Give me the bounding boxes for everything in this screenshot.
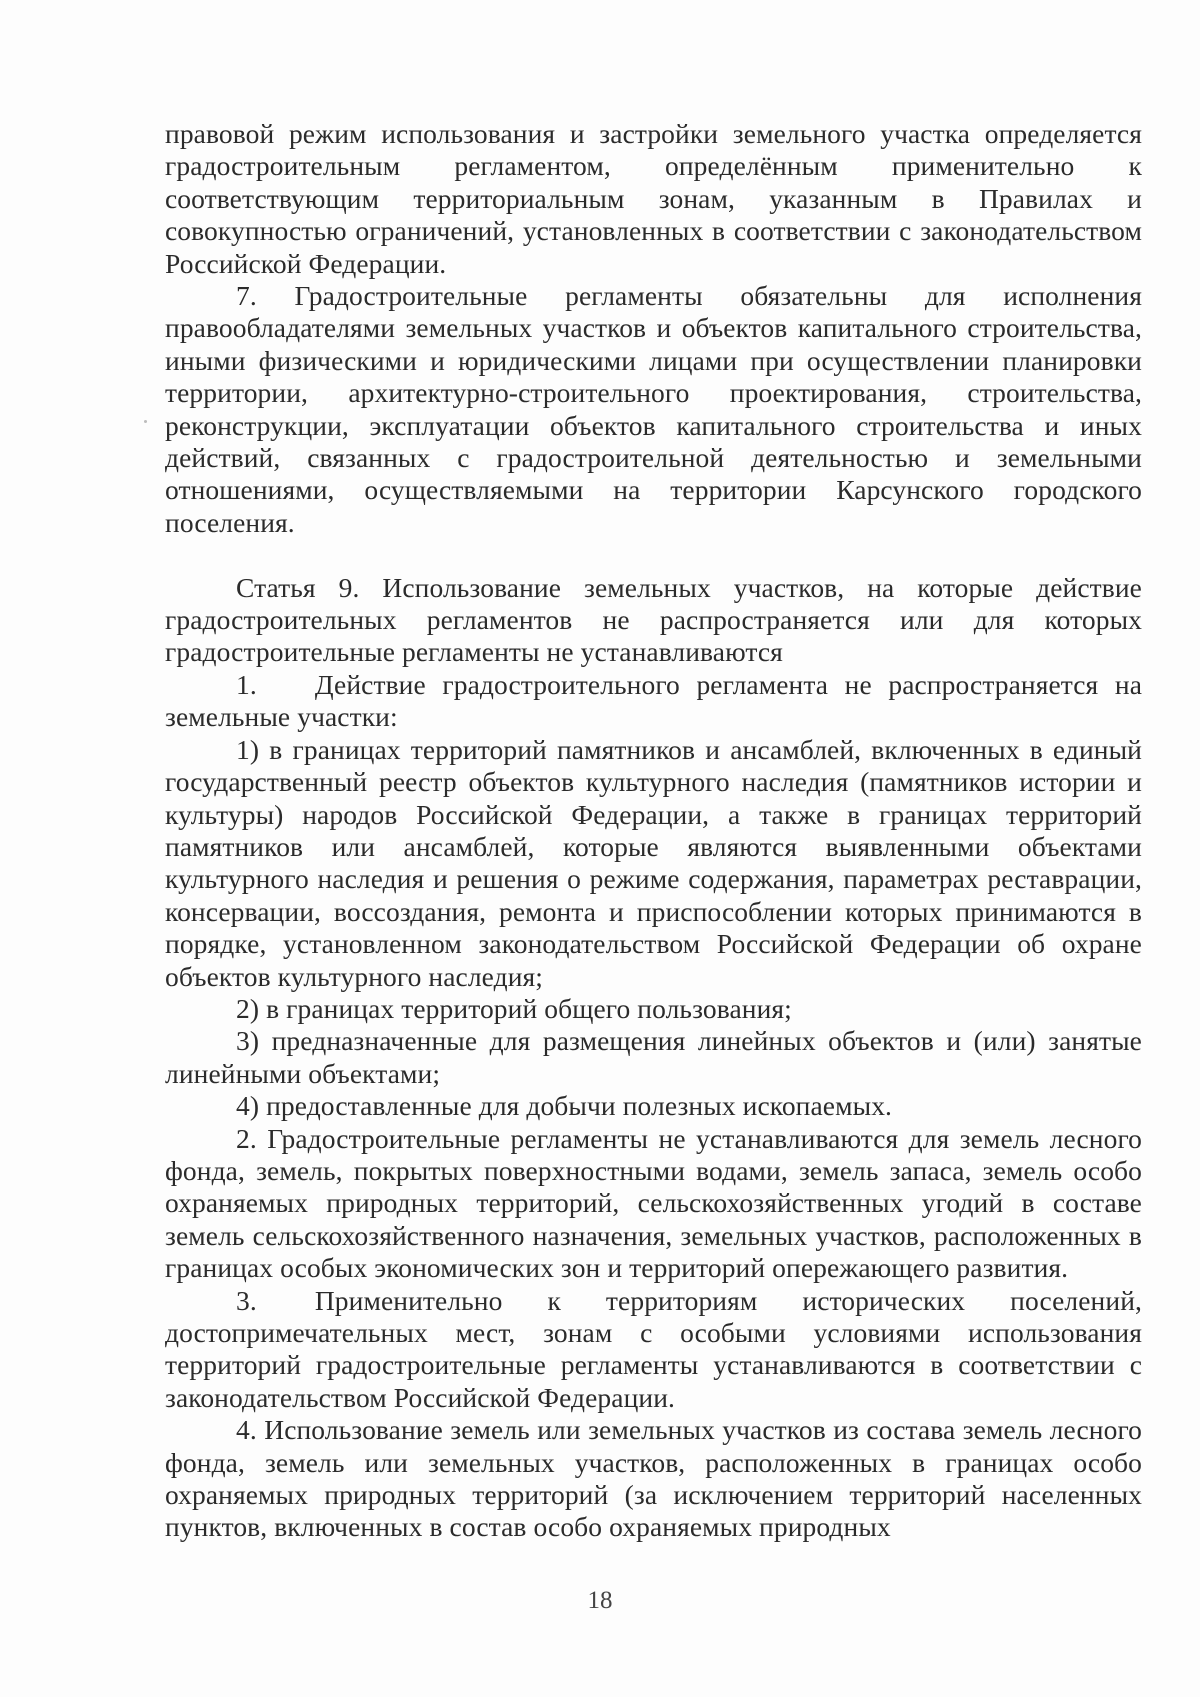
paragraph-continuation: правовой режим использования и застройки земельного участка определяется градостроительным регламентом, определённым применительно к соответствующим территориальным зонам, указанным в Правилах и совокупностью ограничений, установленных в соответствии с законодательством Российской Федерации. <box>165 118 1142 279</box>
item-2-paragraph: 2. Градостроительные регламенты не устанавливаются для земель лесного фонда, земель, покрытых поверхностными водами, земель запаса, земель особо охраняемых природных территорий, сельскохозяйственных угодий в составе земель сельскохозяйственного назначения, земельных участков, расположенных в границах особых экономических зон и территорий опережающего развития. <box>165 1122 1142 1284</box>
document-body <box>165 118 1142 1544</box>
subitem-2: 2) в границах территорий общего пользования; <box>236 992 792 1024</box>
item-1-number: 1. <box>236 668 257 700</box>
subitem-4: 4) предоставленные для добычи полезных ископаемых. <box>236 1090 893 1122</box>
item-3-text: Применительно к территориям исторических поселений, достопримечательных мест, зонам с особыми условиями использования территорий градостроительные регламенты устанавливаются в соответствии с законодательством Российской Федерации. <box>165 1284 1142 1413</box>
article-9-heading: Статья 9. Использование земельных участков, на которые действие градостроительных регламентов не распространяется или для которых градостроительные регламенты не устанавливаются <box>165 571 1142 668</box>
item-3-paragraph <box>165 1285 1142 1415</box>
subitem-3: 3) предназначенные для размещения линейных объектов и (или) занятые линейными объектами; <box>165 1025 1142 1089</box>
scan-mark <box>144 420 147 423</box>
page-number: 18 <box>587 1587 613 1614</box>
subitem-1: 1) в границах территорий памятников и ансамблей, включенных в единый государственный реестр объектов культурного наследия (памятников истории и культуры) народов Российской Федерации, а также в границах территорий памятников или ансамблей, которые являются выявленными объектами культурного наследия и решения о режиме содержания, параметрах реставрации, консервации, воссоздания, ремонта и приспособлении которых принимаются в порядке, установленном законодательством Российской Федерации об охране объектов культурного наследия; <box>165 733 1142 992</box>
item-1-text: Действие градостроительного регламента не распространяется на земельные участки: <box>165 668 1142 733</box>
paragraph-7: 7. Градостроительные регламенты обязательны для исполнения правообладателями земельных участков и объектов капитального строительства, иными физическими и юридическими лицами при осуществлении планировки территории, архитектурно-строительного проектирования, строительства, реконструкции, эксплуатации объектов капитального строительства и иных действий, связанных с градостроительной деятельностью и земельными отношениями, осуществляемыми на территории Карсунского городского поселения. <box>165 280 1142 538</box>
item-3-number: 3. <box>236 1284 257 1316</box>
item-4-paragraph: 4. Использование земель или земельных участков из состава земель лесного фонда, земель или земельных участков, расположенных в границах особо охраняемых природных территорий (за исключением территорий населенных пунктов, включенных в состав особо охраняемых природных <box>165 1414 1142 1543</box>
item-1-paragraph <box>165 669 1142 734</box>
